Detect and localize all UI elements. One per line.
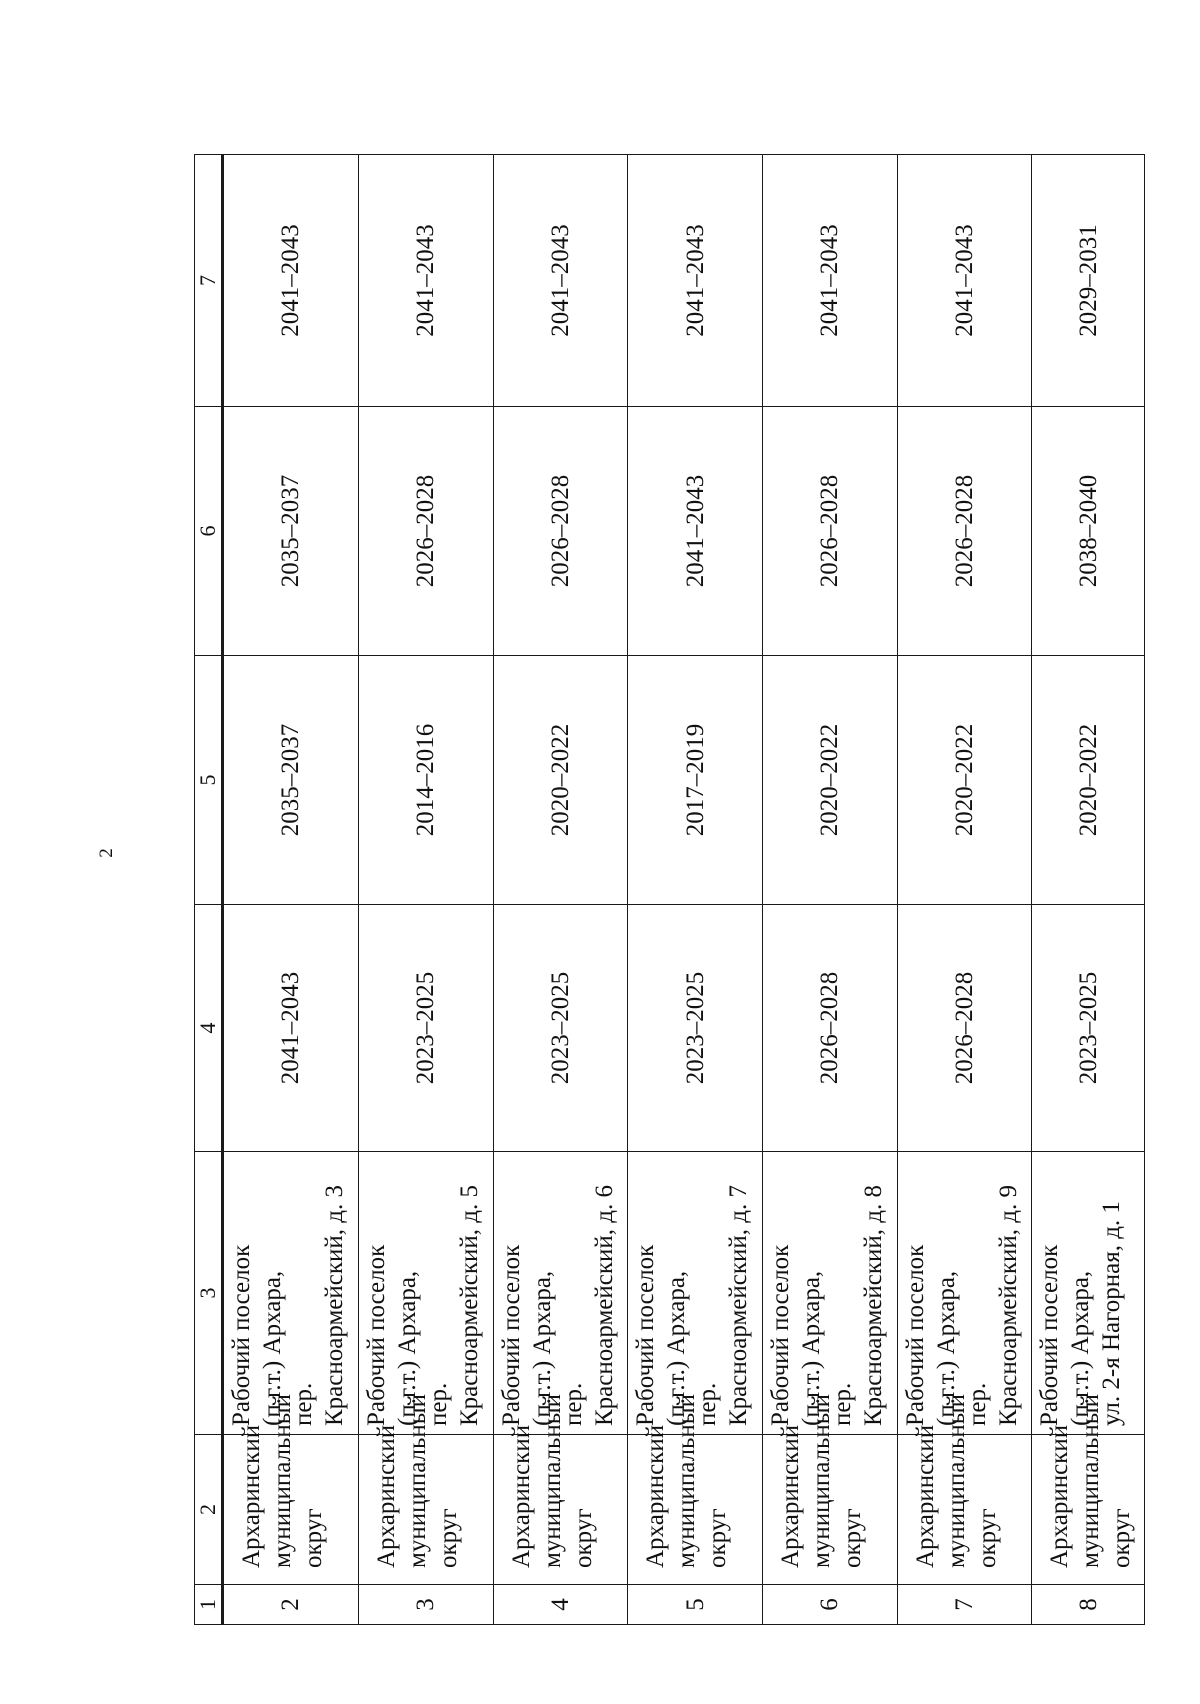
district-line: муниципальный xyxy=(942,1394,970,1568)
page-number: 2 xyxy=(96,848,117,858)
schedule-table xyxy=(194,154,1145,1625)
period-col-4: 2026–2028 xyxy=(897,905,1032,1152)
column-header-6: 6 xyxy=(195,407,223,656)
district-line: округ xyxy=(704,1508,732,1568)
column-header-7: 7 xyxy=(195,155,223,407)
district-line: округ xyxy=(1108,1508,1136,1568)
period-col-7: 2041–2043 xyxy=(628,155,763,407)
district-line: муниципальный xyxy=(808,1394,835,1568)
address-line: Рабочий поселок xyxy=(767,1244,794,1426)
column-header-5: 5 xyxy=(195,656,223,905)
period-col-7: 2041–2043 xyxy=(358,155,493,407)
district-line: Архаринский xyxy=(372,1424,400,1568)
period-col-6: 2026–2028 xyxy=(358,407,493,656)
row-number: 8 xyxy=(1032,1585,1145,1625)
table-row xyxy=(897,155,1032,1625)
row-number: 5 xyxy=(628,1585,763,1625)
period-col-4: 2023–2025 xyxy=(1032,905,1145,1152)
address-line: (п.г.т.) Архара, xyxy=(932,1270,960,1426)
table-row xyxy=(628,155,763,1625)
district-line: округ xyxy=(569,1508,597,1568)
address-line: пер. xyxy=(424,1382,452,1426)
address-line: Рабочий поселок xyxy=(901,1244,929,1426)
table-row xyxy=(223,155,359,1625)
period-col-6: 2026–2028 xyxy=(493,407,628,656)
period-col-4: 2041–2043 xyxy=(223,905,359,1152)
rotated-table-frame xyxy=(194,155,1145,1625)
district-line: округ xyxy=(434,1508,462,1568)
address-line: пер. xyxy=(963,1382,991,1426)
period-col-5: 2020–2022 xyxy=(493,656,628,905)
address-line: Рабочий поселок xyxy=(228,1244,255,1426)
period-col-5: 2017–2019 xyxy=(628,656,763,905)
period-col-4: 2026–2028 xyxy=(763,905,898,1152)
period-col-7: 2029–2031 xyxy=(1032,155,1145,407)
address-line: пер. xyxy=(694,1382,722,1426)
district-line: Архаринский xyxy=(642,1424,670,1568)
district-line: округ xyxy=(839,1508,866,1568)
district-line: округ xyxy=(973,1508,1001,1568)
address-line: (п.г.т.) Архара, xyxy=(393,1270,421,1426)
address-cell xyxy=(628,1152,763,1435)
period-col-6: 2026–2028 xyxy=(897,407,1032,656)
address-line: (п.г.т.) Архара, xyxy=(663,1270,691,1426)
period-col-4: 2023–2025 xyxy=(358,905,493,1152)
row-number: 4 xyxy=(493,1585,628,1625)
address-cell xyxy=(493,1152,628,1435)
period-col-5: 2020–2022 xyxy=(763,656,898,905)
row-number: 3 xyxy=(358,1585,493,1625)
district-line: муниципальный xyxy=(269,1394,296,1568)
address-line: (п.г.т.) Архара, xyxy=(798,1270,825,1426)
district-line: Архаринский xyxy=(777,1424,804,1568)
address-cell xyxy=(897,1152,1032,1435)
district-line: Архаринский xyxy=(238,1424,265,1568)
address-line: Красноармейский, д. 8 xyxy=(860,1185,887,1426)
row-number: 2 xyxy=(223,1585,359,1625)
district-line: Архаринский xyxy=(507,1424,535,1568)
table-row xyxy=(493,155,628,1625)
table-row xyxy=(1032,155,1145,1625)
column-header-1: 1 xyxy=(195,1585,223,1625)
address-line: пер. xyxy=(290,1382,317,1426)
address-line: Красноармейский, д. 7 xyxy=(725,1185,753,1426)
row-number: 6 xyxy=(763,1585,898,1625)
address-cell xyxy=(358,1152,493,1435)
address-line: ул. 2-я Нагорная, д. 1 xyxy=(1098,1201,1126,1426)
address-line: пер. xyxy=(829,1382,856,1426)
table-row xyxy=(763,155,898,1625)
address-line: (п.г.т.) Архара, xyxy=(1067,1270,1095,1426)
district-cell xyxy=(1032,1394,1145,1585)
address-cell xyxy=(223,1152,359,1435)
district-line: Архаринский xyxy=(1046,1424,1074,1568)
address-line: пер. xyxy=(559,1382,587,1426)
address-line: Рабочий поселок xyxy=(362,1244,390,1426)
address-line: (п.г.т.) Архара, xyxy=(528,1270,556,1426)
column-header-3: 3 xyxy=(195,1152,223,1435)
period-col-5: 2014–2016 xyxy=(358,656,493,905)
column-header-4: 4 xyxy=(195,905,223,1152)
period-col-6: 2026–2028 xyxy=(763,407,898,656)
address-line: Рабочий поселок xyxy=(1036,1244,1064,1426)
period-col-7: 2041–2043 xyxy=(493,155,628,407)
district-line: муниципальный xyxy=(403,1394,431,1568)
district-line: муниципальный xyxy=(1077,1394,1105,1568)
row-number: 7 xyxy=(897,1585,1032,1625)
header-row xyxy=(195,155,223,1625)
address-cell xyxy=(763,1152,898,1435)
address-cell xyxy=(1032,1152,1145,1435)
period-col-7: 2041–2043 xyxy=(763,155,898,407)
address-line: Красноармейский, д. 5 xyxy=(455,1185,483,1426)
district-line: муниципальный xyxy=(673,1394,701,1568)
district-line: Архаринский xyxy=(911,1424,939,1568)
period-col-4: 2023–2025 xyxy=(493,905,628,1152)
period-col-5: 2035–2037 xyxy=(223,656,359,905)
period-col-6: 2038–2040 xyxy=(1032,407,1145,656)
address-line: Красноармейский, д. 3 xyxy=(321,1185,348,1426)
address-line: (п.г.т.) Архара, xyxy=(259,1270,286,1426)
period-col-4: 2023–2025 xyxy=(628,905,763,1152)
address-line: Красноармейский, д. 6 xyxy=(590,1185,618,1426)
address-line: Рабочий поселок xyxy=(497,1244,525,1426)
period-col-5: 2020–2022 xyxy=(1032,656,1145,905)
period-col-5: 2020–2022 xyxy=(897,656,1032,905)
address-line: Рабочий поселок xyxy=(632,1244,660,1426)
district-line: округ xyxy=(300,1508,327,1568)
column-header-2: 2 xyxy=(195,1435,223,1585)
period-col-6: 2041–2043 xyxy=(628,407,763,656)
address-line: Красноармейский, д. 9 xyxy=(994,1185,1022,1426)
table-row xyxy=(358,155,493,1625)
period-col-7: 2041–2043 xyxy=(897,155,1032,407)
period-col-7: 2041–2043 xyxy=(223,155,359,407)
district-line: муниципальный xyxy=(538,1394,566,1568)
period-col-6: 2035–2037 xyxy=(223,407,359,656)
